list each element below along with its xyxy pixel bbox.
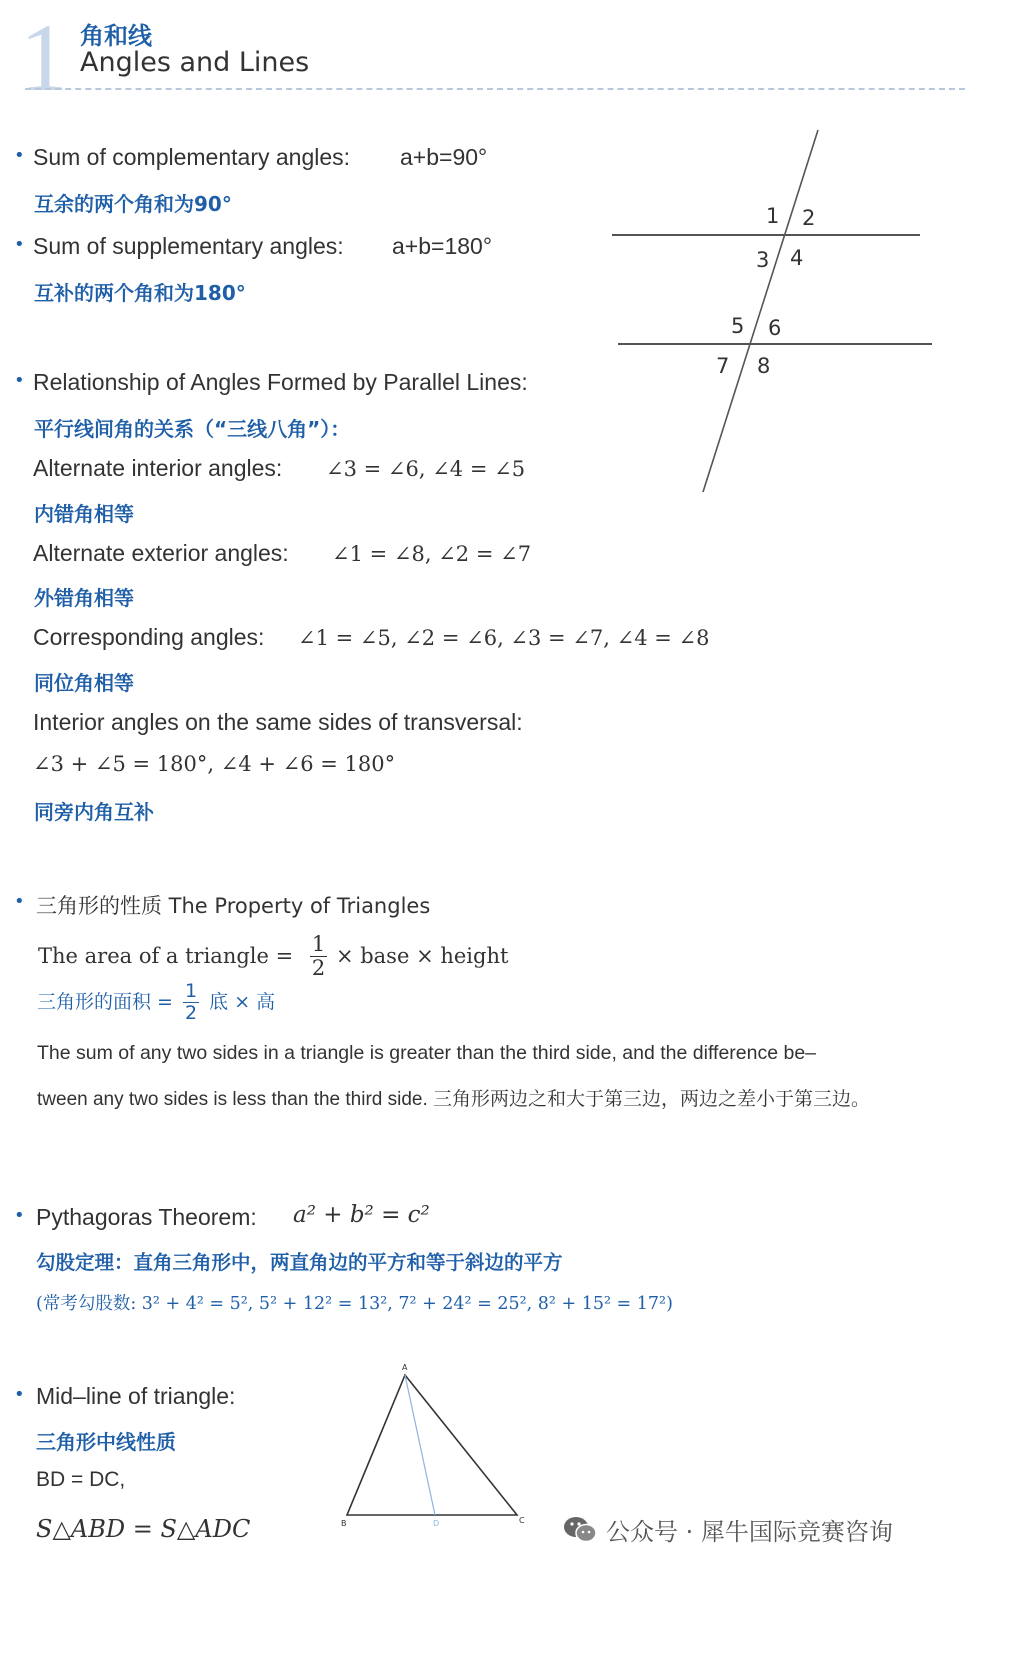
complementary-formula: a+b=90° [400,144,488,170]
midline-area-equation: S△ABD = S△ADC [36,1515,251,1543]
same-side-cn: 同旁内角互补 [34,800,154,824]
pythagoras-formula: a² + b² = c² [293,1202,430,1228]
triangle-sides-line-2: tween any two sides is less than the third side. 三角形两边之和大于第三边，两边之差小于第三边。 [37,1089,871,1110]
parallel-heading: Relationship of Angles Formed by Parallel Lines: [33,369,528,395]
triangle-sides-line-1: The sum of any two sides in a triangle is greater than the third side, and the difference be– [37,1042,817,1064]
angle-label-6: 6 [768,316,782,340]
triangle-area-formula-cn [37,982,275,1023]
watermark [562,1512,893,1547]
bullet-2: • [14,234,25,255]
alt-interior-formula: ∠3 = ∠6, ∠4 = ∠5 [326,457,526,481]
supplementary-label: Sum of supplementary angles: [33,233,344,259]
section-title-en: Angles and Lines [80,47,310,78]
angle-label-3: 3 [756,248,770,272]
angle-label-8: 8 [757,354,771,378]
corresponding-label: Corresponding angles: [33,624,265,650]
bullet-4: • [14,891,25,912]
midline-bd-dc: BD = DC, [36,1468,126,1491]
bullet-3: • [14,370,25,391]
fraction-one-half-cn: $\frac{1}{2}$ [185,980,198,1024]
pythagoras-cn: 勾股定理：直角三角形中，两直角边的平方和等于斜边的平方 [36,1251,563,1274]
parallel-heading-cn: 平行线间角的关系（“三线八角”）： [34,417,351,441]
angle-label-1: 1 [766,204,780,228]
angle-label-2: 2 [802,206,816,230]
median-ad [405,1375,435,1515]
point-label-d: D [433,1519,440,1528]
vertex-label-a: A [402,1363,408,1372]
pythagorean-triples: (常考勾股数: 3² + 4² = 5², 5² + 12² = 13², 7² + 24² = 25², 8² + 15² = 17²) [36,1294,673,1314]
section-title-cn: 角和线 [80,22,152,50]
supplementary-cn: 互补的两个角和为180° [34,281,246,305]
triangle-abc [347,1375,517,1515]
pythagoras-label: Pythagoras Theorem: [36,1204,257,1230]
vertex-label-c: C [519,1516,525,1525]
fraction-one-half: $\frac{1}{2}$ [311,932,326,980]
angle-label-7: 7 [716,354,730,378]
corresponding-formula: ∠1 = ∠5, ∠2 = ∠6, ∠3 = ∠7, ∠4 = ∠8 [298,626,710,650]
triangle-median-diagram [335,1360,535,1535]
supplementary-formula: a+b=180° [392,233,493,259]
triangle-property-heading: 三角形的性质 The Property of Triangles [36,894,431,918]
angle-label-5: 5 [731,314,745,338]
same-side-formula: ∠3 + ∠5 = 180°, ∠4 + ∠6 = 180° [33,752,396,776]
alt-interior-cn: 内错角相等 [34,502,134,526]
watermark-text: 公众号 · 犀牛国际竞赛咨询 [606,1518,893,1546]
alt-exterior-formula: ∠1 = ∠8, ∠2 = ∠7 [332,542,532,566]
bullet-1: • [14,145,25,166]
midline-cn: 三角形中线性质 [36,1430,176,1454]
vertex-label-b: B [341,1519,347,1528]
alt-exterior-label: Alternate exterior angles: [33,540,289,566]
angle-label-4: 4 [790,246,804,270]
bullet-5: • [14,1205,25,1226]
wechat-icon [562,1515,598,1545]
alt-exterior-cn: 外错角相等 [34,586,134,610]
complementary-label: Sum of complementary angles: [33,144,351,170]
same-side-label: Interior angles on the same sides of transversal: [33,709,523,735]
corresponding-cn: 同位角相等 [34,671,134,695]
area-cn-prefix: 三角形的面积 = [37,991,173,1013]
header-dashed-rule [25,88,965,90]
triangle-area-formula-en [38,934,508,979]
midline-label: Mid–line of triangle: [36,1383,236,1409]
area-en-suffix: × base × height [335,944,509,968]
bullet-6: • [14,1384,25,1405]
area-en-prefix: The area of a triangle = [38,944,294,968]
transversal-line [703,130,818,492]
complementary-cn: 互余的两个角和为90° [34,192,232,216]
section-number: 1 [20,4,68,111]
alt-interior-label: Alternate interior angles: [33,455,283,481]
area-cn-suffix: 底 × 高 [209,991,276,1013]
parallel-lines-diagram [600,125,940,500]
